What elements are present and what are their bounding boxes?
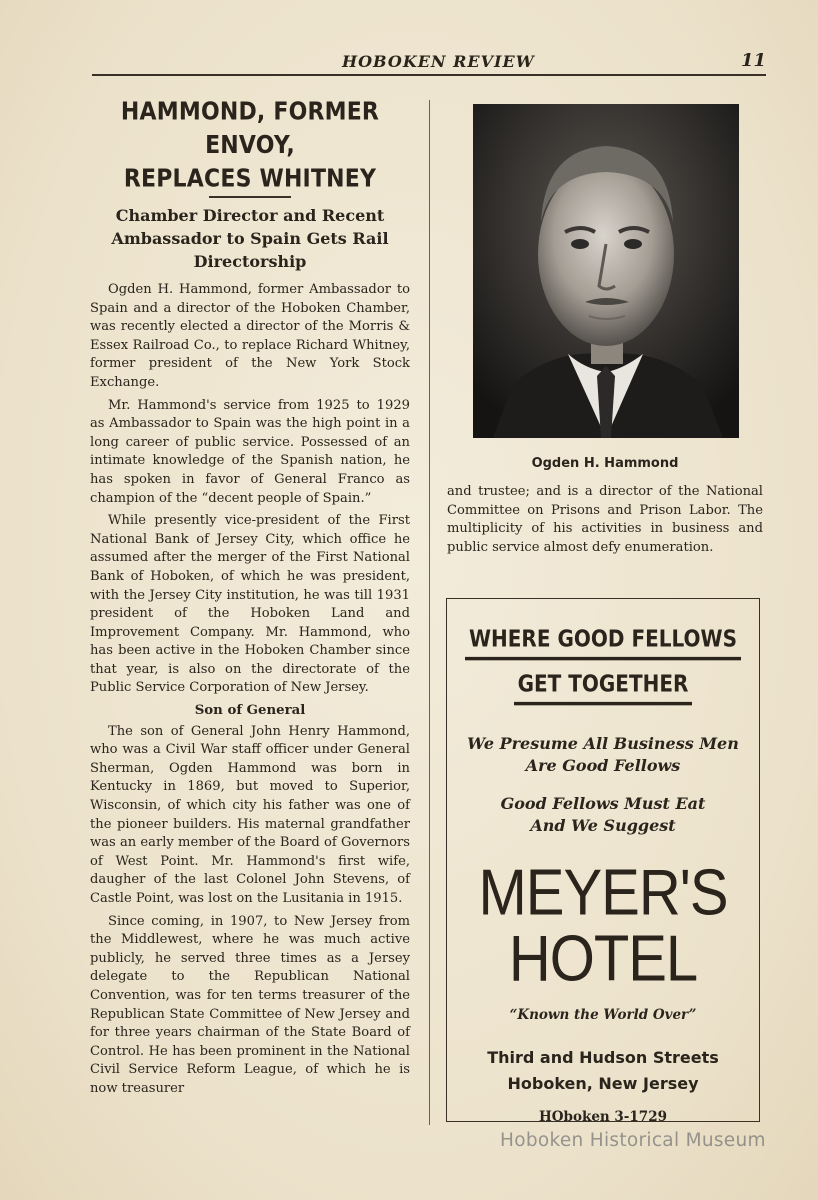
portrait-illustration <box>473 104 739 438</box>
hotel-address <box>447 1045 759 1097</box>
publication-title: HOBOKEN REVIEW <box>342 52 535 71</box>
hotel-advertisement <box>446 598 760 1125</box>
paragraph: Mr. Hammond's service from 1925 to 1929 as Ambassador to Spain was the high point in a long career of public service. Possessed of an intimate knowledge of the Spanish nation, he has spoken in favor of General Franco as champion of the “decent people of Spain.” <box>90 397 410 506</box>
paragraph: Since coming, in 1907, to New Jersey from the Middlewest, where he was much active publicly, he served three times as a Jersey delegate to the Republican National Convention, was for ten terms treasurer of the Republican State Committee of New Jersey and for three years chairman of the State Board of Control. He has been prominent in the National Civil Service Reform League, of which he is now treasurer <box>90 913 410 1096</box>
ad-line-4: And We Suggest <box>530 816 676 835</box>
hotel-name-line-2: HOTEL <box>508 922 698 995</box>
page-header <box>92 50 766 76</box>
article-deck: Chamber Director and Recent Ambassador to Spain Gets Rail Directorship <box>111 206 389 271</box>
hotel-slogan: “Known the World Over” <box>509 1007 697 1023</box>
article-body <box>90 281 410 1099</box>
ad-line-3: Good Fellows Must Eat <box>500 794 706 813</box>
article-continuation <box>447 483 763 557</box>
photo-column <box>447 104 763 561</box>
hotel-phone: HOboken 3-1729 <box>539 1109 667 1125</box>
address-line-2: Hoboken, New Jersey <box>507 1074 699 1093</box>
paragraph: and trustee; and is a director of the National Committee on Prisons and Prison Labor. The multiplicity of his activities in business and public service almost defy enumeration. <box>447 484 763 555</box>
headline-line-1: HAMMOND, FORMER ENVOY, <box>120 98 380 160</box>
address-line-1: Third and Hudson Streets <box>487 1048 719 1067</box>
paragraph: While presently vice-president of the First National Bank of Jersey City, which office he assumed after the merger of the First National Bank of Hoboken, of which he was president, with the Jersey City institution, he was till 1931 president of the Hoboken Land and Improvement Company. Mr. Hammond, who has been active in the Hoboken Chamber since that year, is also on the directorate of the Public Service Corporation of New Jersey. <box>90 513 410 696</box>
headline-line-2: REPLACES WHITNEY <box>123 165 377 194</box>
ad-line-2: Are Good Fellows <box>525 756 681 775</box>
ad-tagline-2: GET TOGETHER <box>514 670 693 706</box>
ad-tagline-1: WHERE GOOD FELLOWS <box>465 625 741 661</box>
museum-watermark: Hoboken Historical Museum <box>500 1130 766 1151</box>
portrait-photo <box>473 104 739 438</box>
paragraph: Ogden H. Hammond, former Ambassador to Spain and a director of the Hoboken Chamber, was recently elected a director of the Morris & Essex Railroad Co., to replace Richard Whitney, former president of the New York Stock Exchange. <box>90 282 410 390</box>
article-headline <box>90 96 410 197</box>
column-divider <box>429 100 430 1125</box>
photo-caption: Ogden H. Hammond <box>531 456 679 471</box>
ad-line-1: We Presume All Business Men <box>467 734 739 753</box>
section-subhead: Son of General <box>194 703 306 719</box>
paragraph: The son of General John Henry Hammond, who was a Civil War staff officer under General Sherman, Ogden Hammond was born in Kentucky in 1869, but moved to Superior, Wisconsin, of which city his father was one of the pioneer builders. His maternal grandfather was an early member of the Board of Governors of West Point. Mr. Hammond's first wife, daugher of the last Colonel John Stevens, of Castle Point, was lost on the Lusitania in 1915. <box>90 723 410 906</box>
hotel-name-line-1: MEYER'S <box>478 856 728 929</box>
article-column <box>90 96 410 1103</box>
page-number: 11 <box>740 50 766 71</box>
